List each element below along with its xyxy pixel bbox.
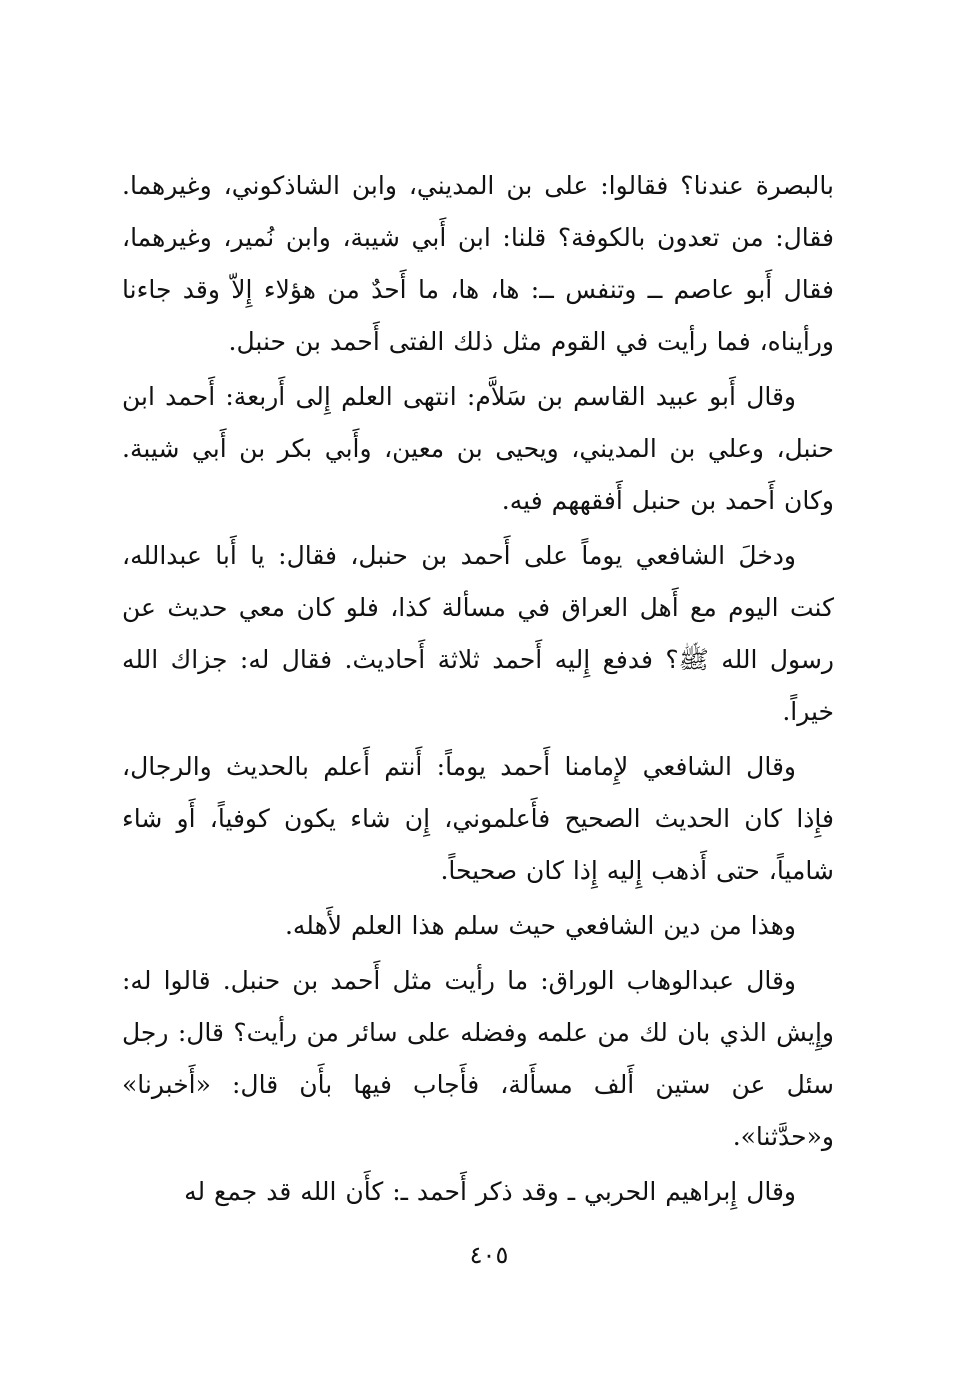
page-number: ٤٠٥	[469, 1241, 509, 1269]
paragraph-6: وقال عبدالوهاب الوراق: ما رأيت مثل أَحمد بن حنبل. قالوا له: وإِيش الذي بان لك من علمه وفضله على سائر من رأيت؟ قال: رجل سئل عن ستين أَلف مسأَلة، فأَجاب فيها بأَن قال: «أَخبرنا» و«حدَّثنا».	[122, 966, 834, 1151]
paragraph-5: وهذا من دين الشافعي حيث سلم هذا العلم لأَهله.	[284, 911, 796, 940]
paragraph-3: ودخلَ الشافعي يوماً على أَحمد بن حنبل، فقال: يا أَبا عبدالله، كنت اليوم مع أَهل العراق في مسألة كذا، فلو كان معي حديث عن رسول الله ﷺ؟ فدفع إِليه أَحمد ثلاثة أَحاديث. فقال له: جزاك الله خيراً.	[122, 541, 834, 726]
paragraph-2: وقال أَبو عبيد القاسم بن سَلاَّم: انتهى العلم إِلى أَربعة: أَحمد ابن حنبل، وعلي بن المديني، ويحيى بن معين، وأَبي بكر بن أَبي شيبة. وكان أَحمد بن حنبل أَفقههم فيه.	[122, 382, 835, 515]
paragraph-7: وقال إِبراهيم الحربي ـ وقد ذكر أَحمد ـ: كأَن الله قد جمع له	[184, 1177, 796, 1206]
paragraph-1: بالبصرة عندنا؟ فقالوا: على بن المديني، وابن الشاذكوني، وغيرهما. فقال: من تعدون بالكوفة؟ قلنا: ابن أَبي شيبة، وابن نُمير، وغيرهما، فقال أَبو عاصم ــ وتنفس ــ: ها، ها، ما أَحدٌ من هؤلاء إِلاّ وقد جاءنا ورأيناه، فما رأيت في القوم مثل ذلك الفتى أَحمد بن حنبل.	[122, 171, 834, 356]
paragraph-4: وقال الشافعي لإِمامنا أَحمد يوماً: أَنتم أَعلم بالحديث والرجال، فإِذا كان الحديث الصحيح فأَعلموني، إِن شاء يكون كوفياً، أَو شاء شامياً، حتى أَذهب إِليه إِذا كان صحيحاً.	[122, 752, 834, 885]
body-text	[122, 160, 834, 1218]
